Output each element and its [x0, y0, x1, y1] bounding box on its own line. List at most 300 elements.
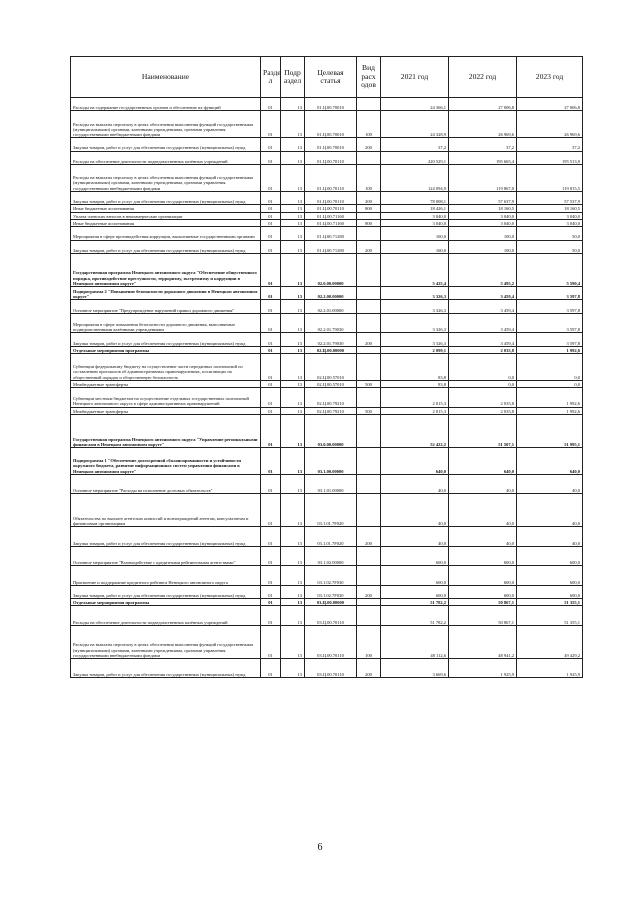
- cell-expense-type: 200: [357, 333, 381, 346]
- cell-amount-2021: 3 040,0: [381, 219, 449, 226]
- cell-name: Закупка товаров, работ и услуг для обеспечения государственных (муниципальных) нужд: [71, 658, 261, 678]
- cell-amount-2023: 3 597,8: [517, 300, 583, 313]
- table-row: [71, 494, 583, 527]
- page-number: 6: [317, 842, 323, 853]
- cell-amount-2023: 195 513,9: [517, 151, 583, 164]
- cell-subsection: 13: [281, 606, 305, 626]
- cell-amount-2022: 5 495,2: [449, 254, 517, 287]
- cell-amount-2021: 3 326,3: [381, 286, 449, 299]
- cell-amount-2023: 3 597,8: [517, 333, 583, 346]
- cell-subsection: 13: [281, 527, 305, 547]
- cell-name: Межбюджетные трансферты: [71, 407, 261, 414]
- table-row: [71, 658, 583, 678]
- cell-amount-2022: 40,0: [449, 474, 517, 494]
- cell-amount-2021: 640,0: [381, 447, 449, 474]
- cell-subsection: 13: [281, 546, 305, 566]
- cell-article: 01.Ц.00.71280: [305, 240, 357, 253]
- table-row: [71, 527, 583, 547]
- cell-amount-2023: 600,0: [517, 566, 583, 586]
- cell-section: 01: [261, 165, 281, 192]
- table-row: [71, 407, 583, 414]
- cell-subsection: 13: [281, 447, 305, 474]
- cell-name: Подпрограмма 2 "Повышение безопасности дорожного движения в Ненецком автономном округе": [71, 286, 261, 299]
- cell-expense-type: [357, 354, 381, 381]
- cell-amount-2022: 50 867,1: [449, 606, 517, 626]
- cell-amount-2021: 18 426,1: [381, 205, 449, 212]
- cell-amount-2022: 57 637,9: [449, 191, 517, 204]
- cell-amount-2023: 3 040,0: [517, 212, 583, 219]
- cell-expense-type: [357, 599, 381, 606]
- cell-amount-2022: 2 035,8: [449, 407, 517, 414]
- cell-name: Расходы на обеспечение деятельности подведомственных казённых учреждений: [71, 606, 261, 626]
- cell-expense-type: [357, 212, 381, 219]
- cell-amount-2022: 100,0: [449, 240, 517, 253]
- table-row: [71, 474, 583, 494]
- cell-section: 01: [261, 254, 281, 287]
- cell-name: Закупка товаров, работ и услуг для обеспечения государственных (муниципальных) нужд: [71, 138, 261, 151]
- cell-expense-type: [357, 98, 381, 111]
- table-row: [71, 219, 583, 226]
- cell-amount-2021: 160,0: [381, 227, 449, 240]
- cell-expense-type: 200: [357, 658, 381, 678]
- cell-expense-type: [357, 494, 381, 527]
- table-row: [71, 606, 583, 626]
- header-name: Наименование: [71, 57, 261, 98]
- cell-section: 01: [261, 333, 281, 346]
- cell-amount-2021: 5 425,4: [381, 254, 449, 287]
- cell-subsection: 13: [281, 354, 305, 381]
- cell-expense-type: 100: [357, 111, 381, 138]
- cell-section: 01: [261, 407, 281, 414]
- cell-name: Расходы на выплаты персоналу в целях обеспечения выполнения функций государственными (муниципальными) органами, казенными учреждениями, органами управления государственными внебюджетными фондами: [71, 165, 261, 192]
- table-row: [71, 414, 583, 447]
- cell-section: 01: [261, 354, 281, 381]
- cell-name: Государственная программа Ненецкого автономного округа "Обеспечение общественного порядка, противодействие преступности, терроризму, экстремизму и коррупции в Ненецком автономном округе": [71, 254, 261, 287]
- cell-amount-2021: 37,2: [381, 138, 449, 151]
- cell-article: 03.1.02.7F030: [305, 585, 357, 598]
- cell-subsection: 13: [281, 380, 305, 387]
- cell-section: 01: [261, 191, 281, 204]
- cell-amount-2023: 50,0: [517, 240, 583, 253]
- cell-amount-2021: 2 015,3: [381, 407, 449, 414]
- cell-amount-2021: 83,8: [381, 380, 449, 387]
- cell-amount-2023: 1 992,6: [517, 346, 583, 353]
- cell-subsection: 13: [281, 240, 305, 253]
- cell-amount-2022: 195 665,4: [449, 151, 517, 164]
- table-row: [71, 286, 583, 299]
- cell-name: Расходы на содержание государственных органов и обеспечение их функций: [71, 98, 261, 111]
- cell-article: 01.Ц.00.70110: [305, 191, 357, 204]
- cell-amount-2023: 1 992,6: [517, 407, 583, 414]
- cell-name: Основное мероприятие "Взаимодействие с кредитными рейтинговыми агентствами": [71, 546, 261, 566]
- cell-expense-type: [357, 606, 381, 626]
- budget-table-body: [71, 98, 583, 678]
- cell-amount-2021: 52 422,2: [381, 414, 449, 447]
- cell-amount-2021: 2 015,3: [381, 388, 449, 408]
- cell-article: 02.0.00.00000: [305, 254, 357, 287]
- table-row: [71, 300, 583, 313]
- cell-name: Отдельные мероприятия программы: [71, 346, 261, 353]
- cell-amount-2022: 600,0: [449, 566, 517, 586]
- cell-article: 02.2.01.00000: [305, 300, 357, 313]
- cell-subsection: 13: [281, 474, 305, 494]
- cell-amount-2022: 119 867,0: [449, 165, 517, 192]
- cell-section: 01: [261, 286, 281, 299]
- cell-amount-2021: 220 529,1: [381, 151, 449, 164]
- cell-amount-2023: 37,2: [517, 138, 583, 151]
- cell-amount-2021: 3 326,3: [381, 313, 449, 333]
- table-row: [71, 354, 583, 381]
- cell-article: 01.Ц.00.70110: [305, 151, 357, 164]
- cell-amount-2022: 3 459,4: [449, 286, 517, 299]
- cell-name: Иные бюджетные ассигнования: [71, 205, 261, 212]
- cell-name: Иные бюджетные ассигнования: [71, 219, 261, 226]
- cell-amount-2021: 83,8: [381, 354, 449, 381]
- table-row: [71, 111, 583, 138]
- cell-amount-2022: 2 035,8: [449, 388, 517, 408]
- cell-amount-2021: 24 366,1: [381, 98, 449, 111]
- header-article: Целевая статья: [305, 57, 357, 98]
- cell-amount-2021: 24 328,9: [381, 111, 449, 138]
- cell-article: 03.1.02.7F030: [305, 566, 357, 586]
- cell-expense-type: [357, 313, 381, 333]
- cell-article: 03.1.00.00000: [305, 447, 357, 474]
- cell-name: Уплата членских взносов в некоммерческие организации: [71, 212, 261, 219]
- cell-expense-type: 800: [357, 205, 381, 212]
- cell-amount-2022: 27 006,8: [449, 98, 517, 111]
- cell-amount-2022: 40,0: [449, 527, 517, 547]
- table-row: [71, 447, 583, 474]
- cell-article: 03.1.01.00000: [305, 474, 357, 494]
- cell-subsection: 13: [281, 599, 305, 606]
- cell-amount-2021: 600,0: [381, 566, 449, 586]
- cell-name: Закупка товаров, работ и услуг для обеспечения государственных (муниципальных) нужд: [71, 191, 261, 204]
- cell-amount-2022: 0,0: [449, 380, 517, 387]
- cell-amount-2021: 124 094,9: [381, 165, 449, 192]
- cell-section: 01: [261, 606, 281, 626]
- cell-amount-2023: 50,0: [517, 227, 583, 240]
- cell-article: 02.2.01.79030: [305, 313, 357, 333]
- cell-article: 03.0.00.00000: [305, 414, 357, 447]
- cell-article: 02.Ц.00.00000: [305, 346, 357, 353]
- cell-article: 01.Ц.00.70110: [305, 165, 357, 192]
- cell-amount-2023: 1 925,9: [517, 658, 583, 678]
- cell-amount-2022: 50 867,1: [449, 599, 517, 606]
- budget-table: [70, 56, 583, 678]
- cell-amount-2022: 2 035,8: [449, 346, 517, 353]
- cell-article: 01.Ц.00.70010: [305, 138, 357, 151]
- cell-amount-2023: 57 537,9: [517, 191, 583, 204]
- cell-section: 01: [261, 227, 281, 240]
- table-row: [71, 212, 583, 219]
- cell-amount-2021: 78 008,1: [381, 191, 449, 204]
- cell-article: 01.Ц.00.70010: [305, 98, 357, 111]
- table-row: [71, 151, 583, 164]
- cell-amount-2022: 51 507,1: [449, 414, 517, 447]
- cell-amount-2023: 600,0: [517, 585, 583, 598]
- cell-section: 01: [261, 240, 281, 253]
- cell-amount-2023: 600,0: [517, 546, 583, 566]
- cell-name: Обязательства по выплате агентских комиссий и вознаграждений агентам, консультантам и финансовым организациям: [71, 494, 261, 527]
- cell-section: 01: [261, 300, 281, 313]
- cell-article: 02.Ц.00.57010: [305, 354, 357, 381]
- cell-amount-2021: 3 669,6: [381, 658, 449, 678]
- cell-name: Основное мероприятие "Расходы на исполнение долговых обязательств": [71, 474, 261, 494]
- cell-expense-type: 200: [357, 527, 381, 547]
- cell-subsection: 13: [281, 494, 305, 527]
- cell-expense-type: 200: [357, 585, 381, 598]
- cell-amount-2022: 3 040,0: [449, 219, 517, 226]
- cell-amount-2023: 27 006,8: [517, 98, 583, 111]
- cell-subsection: 13: [281, 388, 305, 408]
- cell-amount-2023: 3 040,0: [517, 219, 583, 226]
- cell-expense-type: [357, 300, 381, 313]
- cell-name: Отдельные мероприятия программы: [71, 599, 261, 606]
- cell-expense-type: [357, 546, 381, 566]
- cell-amount-2022: 600,0: [449, 546, 517, 566]
- cell-subsection: 13: [281, 414, 305, 447]
- cell-article: 03.1.01.7F020: [305, 494, 357, 527]
- cell-expense-type: 100: [357, 165, 381, 192]
- cell-amount-2022: 1 925,9: [449, 658, 517, 678]
- header-row: [71, 57, 583, 98]
- header-expense-type: Вид расх одов: [357, 57, 381, 98]
- cell-amount-2023: 40,0: [517, 474, 583, 494]
- table-row: [71, 313, 583, 333]
- cell-amount-2023: 119 815,5: [517, 165, 583, 192]
- cell-subsection: 13: [281, 407, 305, 414]
- cell-article: 03.Ц.00.70110: [305, 606, 357, 626]
- cell-amount-2021: 600,0: [381, 546, 449, 566]
- cell-amount-2023: 0,0: [517, 380, 583, 387]
- cell-section: 01: [261, 494, 281, 527]
- cell-amount-2022: 26 969,6: [449, 111, 517, 138]
- cell-amount-2023: 40,0: [517, 494, 583, 527]
- table-row: [71, 566, 583, 586]
- cell-expense-type: 500: [357, 380, 381, 387]
- table-row: [71, 625, 583, 658]
- cell-article: 03.Ц.00.70110: [305, 658, 357, 678]
- cell-expense-type: 100: [357, 625, 381, 658]
- cell-amount-2023: 5 590,4: [517, 254, 583, 287]
- cell-section: 01: [261, 151, 281, 164]
- table-row: [71, 165, 583, 192]
- cell-expense-type: [357, 388, 381, 408]
- cell-expense-type: [357, 286, 381, 299]
- cell-section: 01: [261, 625, 281, 658]
- cell-expense-type: [357, 566, 381, 586]
- cell-article: 02.2.01.79030: [305, 333, 357, 346]
- cell-amount-2023: 0,0: [517, 354, 583, 381]
- cell-name: Закупка товаров, работ и услуг для обеспечения государственных (муниципальных) нужд: [71, 527, 261, 547]
- cell-article: 03.1.01.7F020: [305, 527, 357, 547]
- cell-name: Субвенции федеральному бюджету на осуществление части переданных полномочий по составлению протоколов об административных правонарушениях, посягающих на общественный порядок и общественную безопасность: [71, 354, 261, 381]
- cell-name: Закупка товаров, работ и услуг для обеспечения государственных (муниципальных) нужд: [71, 333, 261, 346]
- cell-amount-2021: 51 782,2: [381, 599, 449, 606]
- table-row: [71, 138, 583, 151]
- table-row: [71, 254, 583, 287]
- cell-amount-2023: 3 597,8: [517, 286, 583, 299]
- cell-expense-type: [357, 474, 381, 494]
- cell-section: 01: [261, 414, 281, 447]
- cell-amount-2021: 3 326,3: [381, 333, 449, 346]
- cell-name: Мероприятия в сфере противодействия коррупции, выполняемые государственными органами: [71, 227, 261, 240]
- cell-section: 01: [261, 212, 281, 219]
- cell-subsection: 13: [281, 566, 305, 586]
- cell-subsection: 13: [281, 658, 305, 678]
- cell-amount-2022: 600,0: [449, 585, 517, 598]
- cell-name: Закупка товаров, работ и услуг для обеспечения государственных (муниципальных) нужд: [71, 240, 261, 253]
- cell-subsection: 13: [281, 313, 305, 333]
- cell-section: 01: [261, 546, 281, 566]
- budget-sheet: [70, 56, 582, 678]
- cell-section: 01: [261, 585, 281, 598]
- cell-section: 01: [261, 566, 281, 586]
- cell-section: 01: [261, 205, 281, 212]
- cell-amount-2022: 40,0: [449, 494, 517, 527]
- cell-expense-type: 200: [357, 138, 381, 151]
- cell-subsection: 13: [281, 625, 305, 658]
- cell-section: 01: [261, 380, 281, 387]
- cell-section: 01: [261, 138, 281, 151]
- cell-name: Мероприятия в сфере повышения безопасности дорожного движения, выполняемые подведомственными казёнными учреждениями: [71, 313, 261, 333]
- cell-expense-type: [357, 346, 381, 353]
- cell-article: 01.Ц.00.71160: [305, 219, 357, 226]
- cell-amount-2022: 3 040,0: [449, 212, 517, 219]
- cell-name: Расходы на выплаты персоналу в целях обеспечения выполнения функций государственными (муниципальными) органами, казенными учреждениями, органами управления государственными внебюджетными фондами: [71, 111, 261, 138]
- cell-subsection: 13: [281, 165, 305, 192]
- table-row: [71, 240, 583, 253]
- cell-amount-2023: 51 355,1: [517, 606, 583, 626]
- table-row: [71, 599, 583, 606]
- cell-expense-type: [357, 151, 381, 164]
- cell-article: 02.Ц.00.79210: [305, 388, 357, 408]
- cell-amount-2021: 48 112,6: [381, 625, 449, 658]
- cell-amount-2021: 51 782,2: [381, 606, 449, 626]
- cell-amount-2022: 48 941,2: [449, 625, 517, 658]
- cell-amount-2023: 51 995,1: [517, 414, 583, 447]
- cell-section: 01: [261, 219, 281, 226]
- cell-article: 02.Ц.00.79210: [305, 407, 357, 414]
- cell-article: 03.Ц.00.00000: [305, 599, 357, 606]
- cell-article: 03.1.02.00000: [305, 546, 357, 566]
- cell-article: 01.Ц.00.70110: [305, 205, 357, 212]
- cell-subsection: 13: [281, 300, 305, 313]
- table-row: [71, 346, 583, 353]
- cell-subsection: 13: [281, 227, 305, 240]
- cell-amount-2021: 600,0: [381, 585, 449, 598]
- cell-subsection: 13: [281, 191, 305, 204]
- cell-section: 01: [261, 98, 281, 111]
- cell-section: 01: [261, 474, 281, 494]
- cell-expense-type: [357, 254, 381, 287]
- table-row: [71, 388, 583, 408]
- cell-amount-2021: 160,0: [381, 240, 449, 253]
- table-row: [71, 546, 583, 566]
- cell-name: Расходы на выплаты персоналу в целях обеспечения выполнения функций государственными (муниципальными) органами, казенными учреждениями, органами управления государственными внебюджетными фондами: [71, 625, 261, 658]
- cell-section: 01: [261, 447, 281, 474]
- cell-amount-2021: 40,0: [381, 494, 449, 527]
- cell-amount-2023: 1 992,6: [517, 388, 583, 408]
- cell-amount-2022: 640,0: [449, 447, 517, 474]
- cell-expense-type: 200: [357, 191, 381, 204]
- header-section: Разде л: [261, 57, 281, 98]
- cell-amount-2021: 2 099,1: [381, 346, 449, 353]
- cell-section: 01: [261, 346, 281, 353]
- cell-amount-2023: 3 597,8: [517, 313, 583, 333]
- cell-expense-type: [357, 227, 381, 240]
- cell-section: 01: [261, 599, 281, 606]
- table-row: [71, 205, 583, 212]
- cell-amount-2022: 37,2: [449, 138, 517, 151]
- cell-name: Закупка товаров, работ и услуг для обеспечения государственных (муниципальных) нужд: [71, 585, 261, 598]
- cell-amount-2023: 40,0: [517, 527, 583, 547]
- cell-section: 01: [261, 527, 281, 547]
- cell-subsection: 13: [281, 585, 305, 598]
- table-row: [71, 380, 583, 387]
- cell-subsection: 13: [281, 111, 305, 138]
- table-row: [71, 191, 583, 204]
- table-row: [71, 333, 583, 346]
- cell-subsection: 13: [281, 346, 305, 353]
- header-year-2021: 2021 год: [381, 57, 449, 98]
- cell-amount-2021: 3 040,0: [381, 212, 449, 219]
- cell-amount-2022: 100,0: [449, 227, 517, 240]
- cell-subsection: 13: [281, 151, 305, 164]
- cell-subsection: 13: [281, 212, 305, 219]
- cell-name: Межбюджетные трансферты: [71, 380, 261, 387]
- cell-name: Расходы на обеспечение деятельности подведомственных казённых учреждений: [71, 151, 261, 164]
- cell-expense-type: 200: [357, 240, 381, 253]
- cell-amount-2022: 3 459,4: [449, 313, 517, 333]
- cell-article: 02.Ц.00.57010: [305, 380, 357, 387]
- cell-expense-type: 800: [357, 219, 381, 226]
- cell-amount-2023: 26 969,6: [517, 111, 583, 138]
- cell-amount-2021: 3 326,3: [381, 300, 449, 313]
- cell-subsection: 13: [281, 205, 305, 212]
- cell-amount-2022: 18 160,5: [449, 205, 517, 212]
- cell-subsection: 13: [281, 138, 305, 151]
- table-row: [71, 227, 583, 240]
- cell-section: 01: [261, 111, 281, 138]
- cell-amount-2022: 3 459,4: [449, 333, 517, 346]
- cell-article: 03.Ц.00.70110: [305, 625, 357, 658]
- cell-article: 01.Ц.00.71280: [305, 227, 357, 240]
- cell-section: 01: [261, 658, 281, 678]
- cell-amount-2023: 49 429,2: [517, 625, 583, 658]
- cell-section: 01: [261, 388, 281, 408]
- cell-article: 02.2.00.00000: [305, 286, 357, 299]
- cell-subsection: 13: [281, 286, 305, 299]
- cell-name: Государственная программа Ненецкого автономного округа "Управление региональными финансами в Ненецком автономном округе": [71, 414, 261, 447]
- table-row: [71, 585, 583, 598]
- cell-name: Подпрограмма 1 "Обеспечение долгосрочной сбалансированности и устойчивости окружного бюджета, развитие информационных систем управления финансами в Ненецком автономном округе": [71, 447, 261, 474]
- cell-article: 01.Ц.00.71160: [305, 212, 357, 219]
- cell-amount-2023: 18 160,5: [517, 205, 583, 212]
- cell-amount-2021: 40,0: [381, 474, 449, 494]
- cell-amount-2023: 640,0: [517, 447, 583, 474]
- header-year-2023: 2023 год: [517, 57, 583, 98]
- cell-subsection: 13: [281, 333, 305, 346]
- header-subsection: Подр аздел: [281, 57, 305, 98]
- cell-expense-type: [357, 447, 381, 474]
- cell-name: Присвоение и поддержание кредитного рейтинга Ненецкого автономного округа: [71, 566, 261, 586]
- table-row: [71, 98, 583, 111]
- cell-subsection: 13: [281, 219, 305, 226]
- cell-amount-2022: 0,0: [449, 354, 517, 381]
- cell-amount-2021: 40,0: [381, 527, 449, 547]
- cell-expense-type: [357, 414, 381, 447]
